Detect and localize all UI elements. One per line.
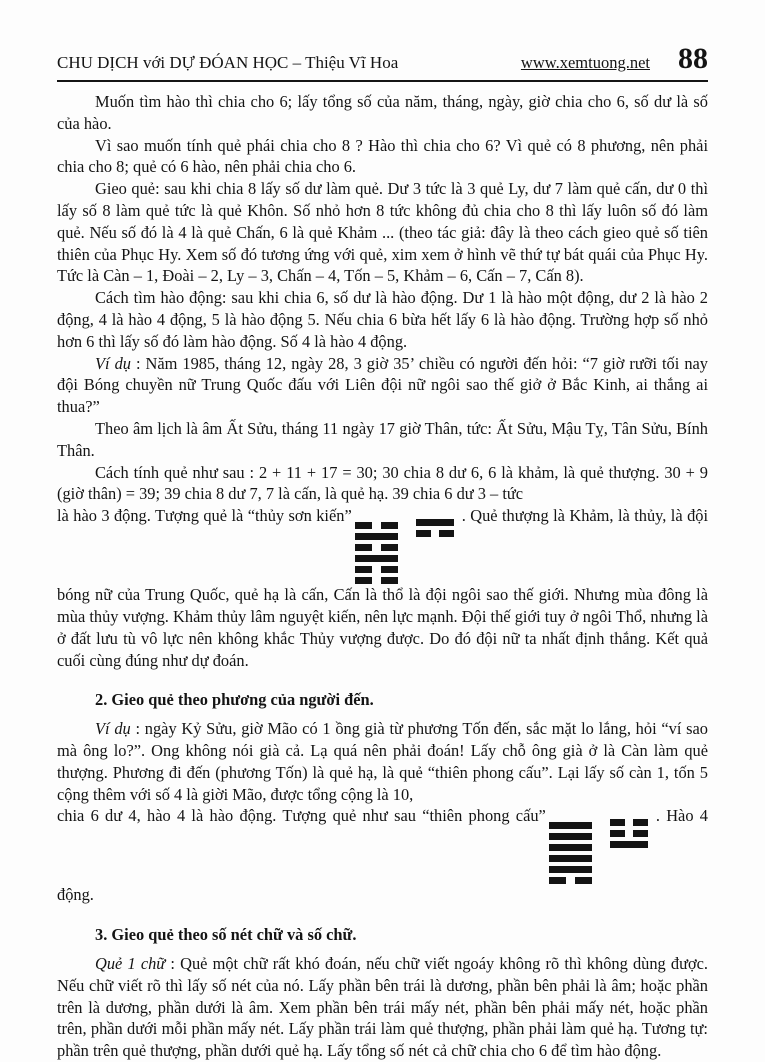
paragraph-thien-phong-cau: [57, 805, 708, 906]
page-header: [57, 44, 708, 82]
que-1-chu-text: : Quẻ một chữ rất khó đoán, nếu chữ viết ngoáy không rõ thì không dùng được. Nếu chữ viết rõ thì lấy số nét của nó. Lấy phần bên trái là dương, phần bên phải là âm; hoặc phần trên là dương, phần dưới là âm. Xem phần bên trái mấy nét, phần bên phải mấy nét, hoặc phần trên, phần dưới mỗi phần mấy nét. Lấy phần trái làm quẻ thượng, phần phải làm quẻ hạ. Tương tự: phần trên quẻ thượng, phần dưới quẻ hạ. Lấy tổng số nét cả chữ chia cho 6 để tìm hào động.: [57, 953, 709, 1061]
kien-text-before: là hào 3 động. Tượng quẻ là “thủy sơn kiến”: [57, 506, 352, 526]
paragraph-hao-dong: Cách tìm hào động: sau khi chia 6, số dư là hào động. Dư 1 là hào một động, dư 2 là hào 2 động, 4 là hào 4 động, 5 là hào động 5. Nếu chia 6 bừa hết lấy 6 là hào động. Trường hợp số nhỏ hơn 6 thì lấy số đó làm hào động. Số 4 là hào 4 động.: [57, 288, 708, 351]
cau-text-before: chia 6 dư 4, hào 4 là hào động. Tượng quẻ như sau “thiên phong cấu”: [57, 806, 546, 826]
hex-line-solid: [549, 822, 592, 829]
hexagram-thuy-son-kien-icon: [355, 522, 398, 584]
hex-line-broken: [610, 830, 648, 837]
hex-line-solid: [610, 841, 648, 848]
hex-line-broken: [355, 577, 398, 584]
cau-text-after: . Hào 4 động.: [57, 806, 708, 905]
page-number: 88: [678, 42, 708, 75]
hex-line-solid: [549, 833, 592, 840]
trigram-fragment-kien-icon: [416, 519, 454, 537]
hex-line-solid: [549, 855, 592, 862]
vi-du-label-2: Ví dụ: [95, 719, 131, 739]
vi-du-label: Ví dụ: [95, 353, 131, 373]
paragraph-vidu-1985: [57, 353, 708, 418]
hex-line-solid: [549, 844, 592, 851]
paragraph-gieo-que: Gieo quẻ: sau khi chia 8 lấy số dư làm quẻ. Dư 3 tức là 3 quẻ Ly, dư 7 làm quẻ cấn, dư 0 thì lấy số 8 làm quẻ tức là quẻ Khôn. Số nhỏ hơn 8 tức không đủ chia cho 8 thì lấy luôn số đó làm quẻ. Nếu số đó là 4 là quẻ Chấn, 6 là quẻ Khảm ... (theo tác giả: đây là theo cách gieo quẻ số tiên thiên của Phục Hy. Xem số đó tương ứng với quẻ, xim xem ở hình vẽ thứ tự bát quái của Phục Hy. Tức là Càn – 1, Đoài – 2, Ly – 3, Chấn – 4, Tốn – 5, Khảm – 6, Cấn – 7, Cấn 8).: [57, 179, 708, 286]
paragraph-cach-tinh: Cách tính quẻ như sau : 2 + 11 + 17 = 30; 30 chia 8 dư 6, 6 là khảm, là quẻ thượng. 30 + 9 (giờ thân) = 39; 39 chia 8 dư 7, 7 là cấn, là quẻ hạ. 39 chia 6 dư 3 – tức: [57, 462, 708, 504]
section-heading-2: 2. Gieo quẻ theo phương của người đến.: [95, 690, 374, 710]
vi-du-text: : Năm 1985, tháng 12, ngày 28, 3 giờ 35’ chiều có người đến hỏi: “7 giờ rưỡi tối nay đội Bóng chuyền nữ Trung Quốc đấu với Liên đội nữ ngôi sao thế giở ở Bắc Kinh, ai thắng ai thua?”: [57, 353, 708, 417]
paragraph-am-lich: Theo âm lịch là âm Ất Sửu, tháng 11 ngày 17 giờ Thân, tức: Ất Sửu, Mậu Tỵ, Tân Sửu, Bính Thân.: [57, 418, 708, 460]
book-title: CHU DỊCH với DỰ ĐÓAN HỌC – Thiệu Vĩ Hoa: [57, 53, 399, 72]
kien-text-after: . Quẻ thượng là Khảm, là thủy, là đội bóng nữ của Trung Quốc, quẻ hạ là cấn, Cấn là thổ là đội ngôi sao thế giới. Nhưng mùa đông là mùa thủy vượng. Khảm thủy lâm nguyệt kiến, nên lực mạnh. Đội thế giới tuy ở ngôi Thổ, nhưng là ở đất lưu tù vô lực nên không khắc Thủy vượng được. Do đó đội nữ ta nhất định thắng. Kết quả cuối cùng đúng như dự đoán.: [57, 506, 709, 670]
hex-line-broken: [549, 877, 592, 884]
hex-line-broken: [355, 566, 398, 573]
paragraph-thuy-son-kien: [57, 505, 708, 671]
hex-line-broken: [355, 544, 398, 551]
section-heading-3: 3. Gieo quẻ theo số nét chữ và số chữ.: [95, 925, 357, 945]
hex-line-broken: [416, 530, 454, 537]
website-link[interactable]: www.xemtuong.net: [520, 53, 650, 72]
hex-line-broken: [610, 819, 648, 826]
trigram-fragment-cau-icon: [610, 819, 648, 848]
paragraph-why-divide: Vì sao muốn tính quẻ phái chia cho 8 ? Hào thì chia cho 6? Vì quẻ có 8 phương, nên phải chia cho 8; quẻ có 6 hào, nên phải chia cho 6.: [57, 135, 708, 177]
hex-line-solid: [355, 555, 398, 562]
paragraph-que-1-chu: [57, 953, 708, 1062]
paragraph-find-hao: Muốn tìm hào thì chia cho 6; lấy tổng số của năm, tháng, ngày, giờ chia cho 6, số dư là số của hào.: [57, 92, 708, 133]
paragraph-vidu-ky-suu: [57, 718, 708, 805]
hex-line-broken: [355, 522, 398, 529]
hex-line-solid: [549, 866, 592, 873]
hex-line-solid: [355, 533, 398, 540]
que-1-chu-label: Quẻ 1 chữ: [95, 953, 166, 973]
page-content: [57, 91, 708, 1062]
vi-du-text-2: : ngày Kỷ Sửu, giờ Mão có 1 ồng già từ phương Tốn đến, sắc mặt lo lắng, hỏi “ví sao mà ông lo?”. Ong không nói già cả. Lạ quá nên phải đoán! Lấy chỗ ông già ở là Càn làm quẻ thượng. Phương đi đến (phương Tốn) là quẻ hạ, là quẻ “thiên phong cấu”. Lại lấy số càn 1, tốn 5 cộng thêm với số 4 là giời Mão, được tổng cộng là 10,: [57, 719, 708, 804]
hexagram-thien-phong-cau-icon: [549, 822, 592, 884]
hex-line-solid: [416, 519, 454, 526]
